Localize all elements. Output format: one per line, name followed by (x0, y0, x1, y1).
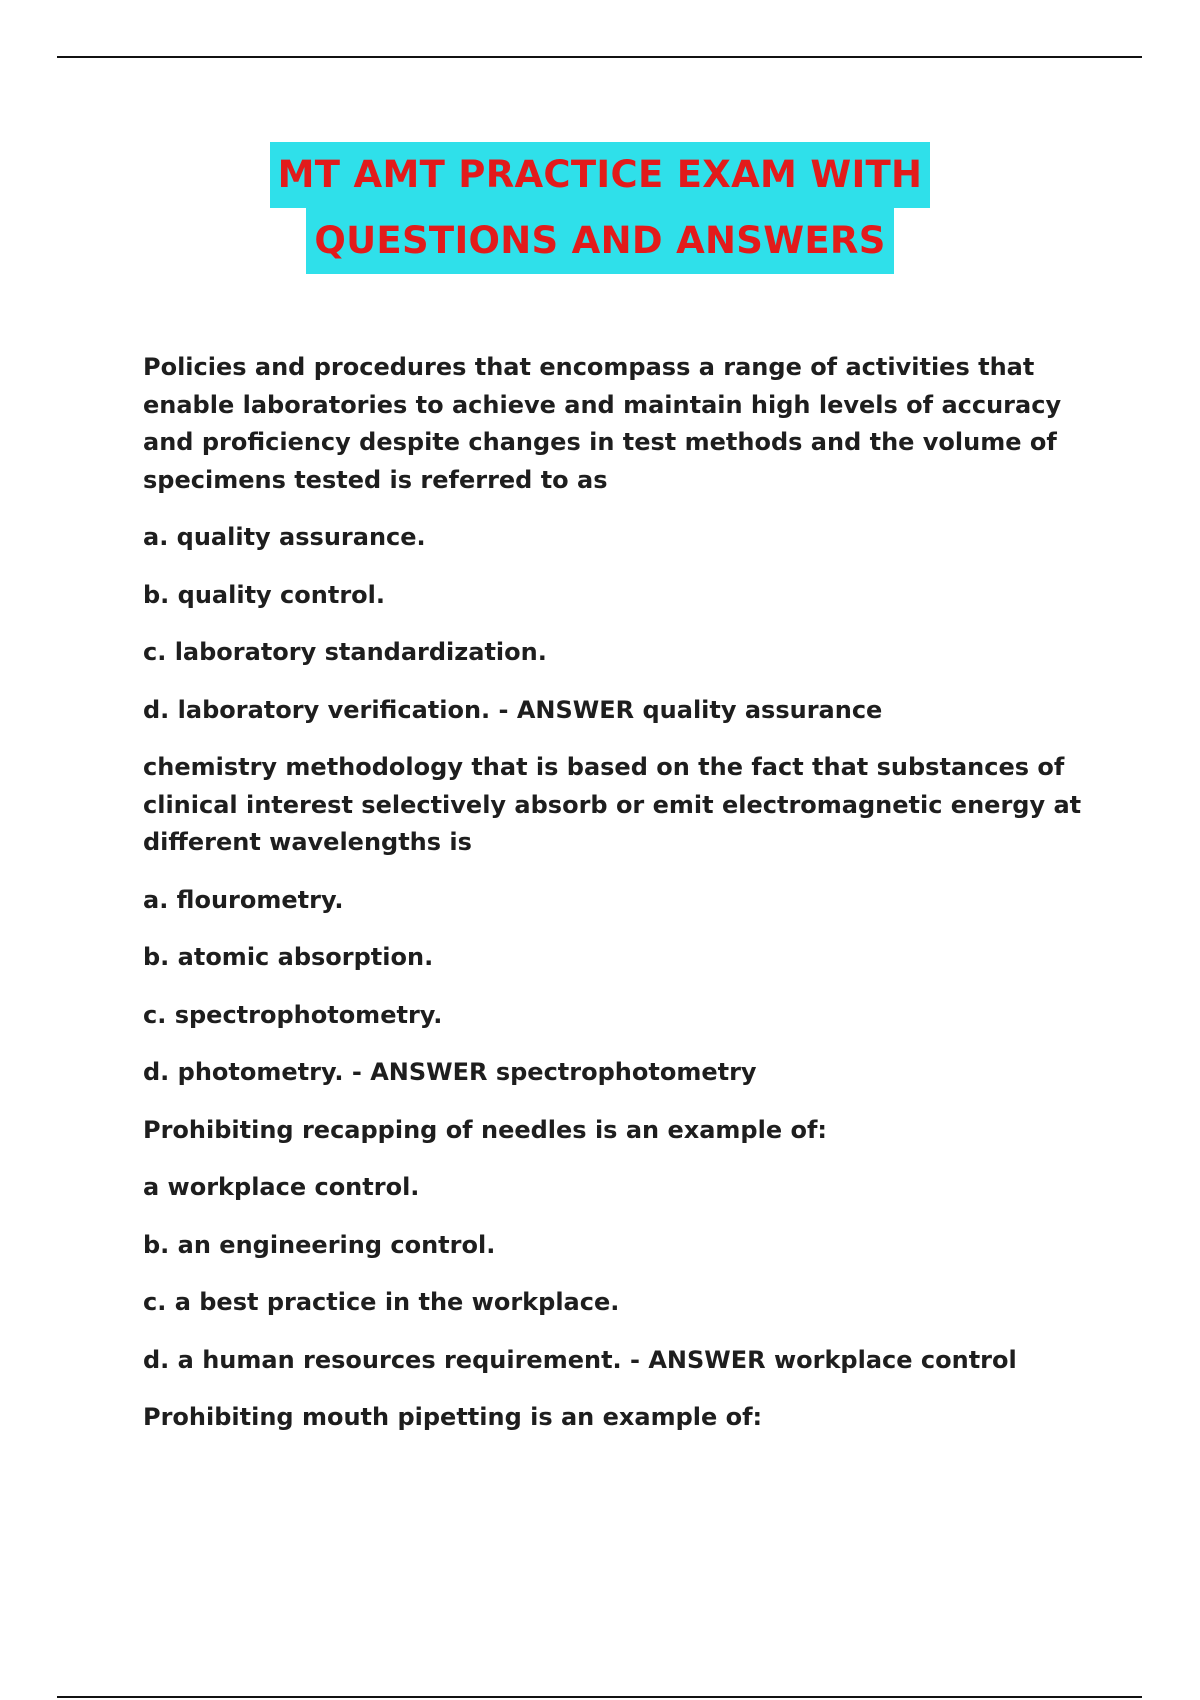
question-block-3 (143, 1112, 1103, 1380)
answer-option: a. flourometry. (143, 885, 344, 914)
question-block-4 (143, 1399, 1103, 1437)
answer-option: d. a human resources requirement. - ANSWER workplace control (143, 1345, 1017, 1374)
answer-option: c. spectrophotometry. (143, 1000, 443, 1029)
question-prompt: Prohibiting recapping of needles is an example of: (143, 1115, 827, 1144)
question-block-1 (143, 349, 1103, 729)
answer-option: d. laboratory verification. - ANSWER quality assurance (143, 695, 883, 724)
question-prompt: chemistry methodology that is based on the fact that substances of clinical interest selectively absorb or emit electromagnetic energy at different wavelengths is (143, 753, 1082, 856)
question-block-2 (143, 749, 1103, 1092)
answer-option: c. laboratory standardization. (143, 638, 547, 666)
top-rule (57, 56, 1142, 58)
answer-option: a. quality assurance. (143, 523, 426, 551)
question-list (143, 349, 1103, 1437)
answer-option: b. an engineering control. (143, 1230, 496, 1259)
answer-option: a workplace control. (143, 1173, 420, 1201)
document-title (0, 142, 1200, 274)
bottom-rule (57, 1696, 1142, 1698)
answer-option: b. atomic absorption. (143, 943, 434, 971)
title-line-1: MT AMT PRACTICE EXAM WITH (270, 142, 931, 208)
question-prompt: Prohibiting mouth pipetting is an example of: (143, 1403, 763, 1431)
title-line-2: QUESTIONS AND ANSWERS (306, 208, 893, 274)
answer-option: c. a best practice in the workplace. (143, 1288, 620, 1316)
answer-option: b. quality control. (143, 580, 385, 609)
question-prompt: Policies and procedures that encompass a range of activities that enable laboratories to achieve and maintain high levels of accuracy and proficiency despite changes in test methods and the volume of specimens tested is referred to as (143, 353, 1062, 494)
answer-option: d. photometry. - ANSWER spectrophotometry (143, 1058, 757, 1086)
